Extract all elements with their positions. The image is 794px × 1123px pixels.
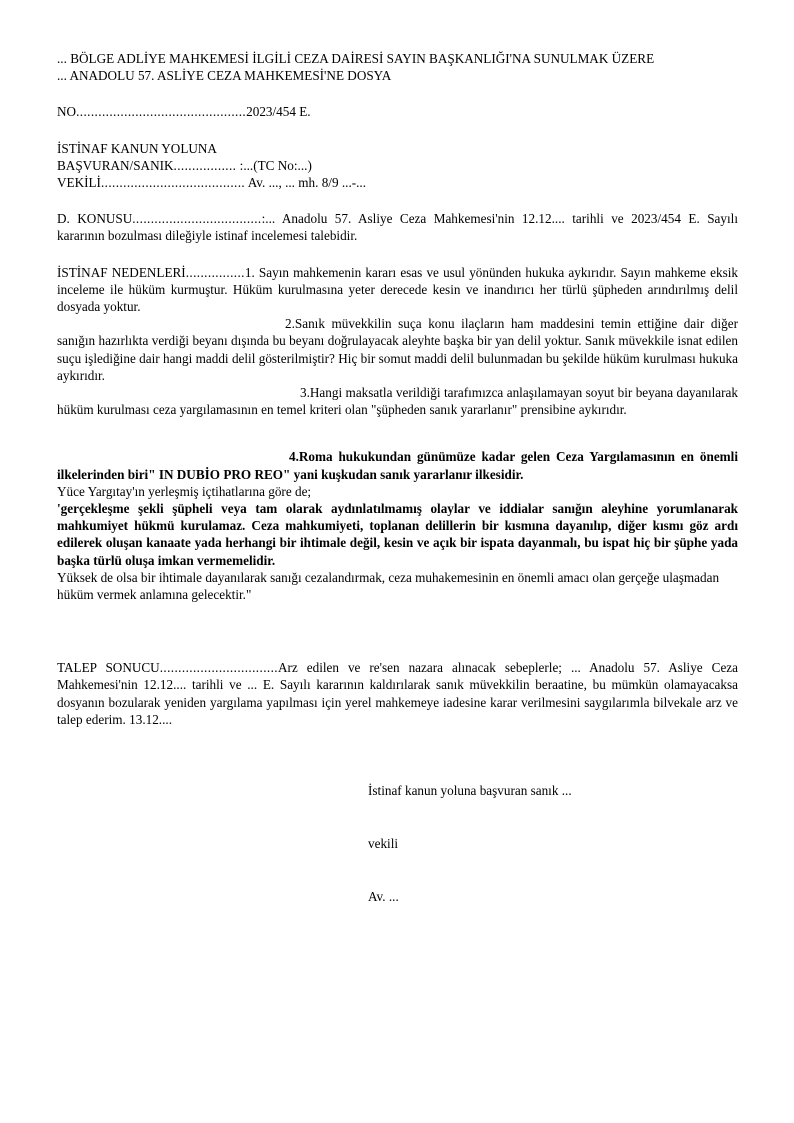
- applicant-label-line-1: İSTİNAF KANUN YOLUNA: [57, 140, 217, 156]
- reasons-paragraph-3: [57, 384, 742, 418]
- spacer: [57, 603, 738, 659]
- attorney-value: Av. ..., ... mh. 8/9 ...-...: [245, 175, 367, 191]
- request-label: TALEP SONUCU: [57, 660, 160, 676]
- reasons-paragraph-4: [57, 448, 742, 482]
- reasons-paragraph-2: [57, 315, 742, 384]
- reason-text-3: Hangi maksatla verildiği tarafımızca anlaşılamayan soyut bir beyana dayanılarak hüküm kurulması ceza yargılamasının en temel kriteri olan "şüpheden sanık yararlanır" prensibine aykırıdır.: [57, 385, 742, 418]
- attorney-leader: .......................................: [100, 175, 246, 191]
- subject-text: :... Anadolu 57. Asliye Ceza Mahkemesi'nin 12.12.... tarihli ve 2023/454 E. Sayılı kararının bozulması dileğiyle istinaf incelemesi talebidir.: [57, 211, 742, 244]
- spacer: [57, 418, 738, 448]
- subject-leader: ...................................: [132, 211, 262, 227]
- signature-line-2: vekili: [368, 836, 399, 852]
- document-body: [57, 50, 742, 941]
- file-number-line: [57, 103, 738, 120]
- reason-number-2: 2.: [285, 316, 295, 332]
- spacer: [57, 245, 738, 264]
- applicant-leader: .................: [173, 157, 237, 173]
- reasons-label: İSTİNAF NEDENLERİ: [57, 264, 186, 280]
- subject-paragraph: [57, 210, 742, 244]
- applicant-label: BAŞVURAN/SANIK: [57, 157, 174, 173]
- applicant-line: [57, 157, 738, 174]
- reason-text-4: Roma hukukundan günümüze kadar gelen Ceza Yargılamasının en önemli ilkelerinden biri" IN DUBİO PRO REO" yani kuşkudan sanık yararlanır ilkesidir.: [57, 449, 742, 482]
- signature-line-1: İstinaf kanun yoluna başvuran sanık ...: [368, 783, 572, 799]
- file-number-value: 2023/454 E.: [246, 104, 311, 120]
- case-law-intro: Yüce Yargıtay'ın yerleşmiş içtihatlarına göre de;: [57, 483, 312, 499]
- reason-number-1: 1.: [244, 264, 255, 280]
- signature-block: [368, 747, 738, 941]
- spacer: [57, 84, 738, 103]
- spacer: [57, 191, 738, 210]
- case-law-quote-bold: 'gerçekleşme şekli şüpheli veya tam olarak aydınlatılmamış olaylar ve iddialar sanığın aleyhine yorumlanarak mahkumiyet hükmü kurulamaz. Ceza mahkumiyeti, toplanan delillerin bir kısmına dayanılıp, diğer kısmı göz ardı edilerek oluşan kanaate yada herhangi bir ihtimale değil, kesin ve açık bir ispata dayanmalı, bu ispat hiç bir şüphe yada başka türlü oluşa imkan vermemelidir.: [57, 501, 742, 568]
- signature-line-3: Av. ...: [368, 888, 399, 904]
- attorney-label: VEKİLİ: [57, 175, 101, 191]
- case-law-quote-plain: Yüksek de olsa bir ihtimale dayanılarak sanığı cezalandırmak, ceza muhakemesinin en önemli amacı olan gerçeğe ulaşmadan hüküm vermek anlamına gelecektir.": [57, 569, 723, 603]
- applicant-value: :...(TC No:...): [236, 157, 312, 173]
- attorney-line: [57, 174, 738, 191]
- addressee-line-2: ... ANADOLU 57. ASLİYE CEZA MAHKEMESİ'NE DOSYA: [57, 68, 392, 84]
- subject-label: D. KONUSU: [57, 211, 133, 227]
- request-paragraph: [57, 659, 742, 728]
- reasons-leader: ................: [185, 264, 245, 280]
- addressee-line-1: ... BÖLGE ADLİYE MAHKEMESİ İLGİLİ CEZA DAİRESİ SAYIN BAŞKANLIĞI'NA SUNULMAK ÜZERE: [57, 51, 655, 66]
- request-leader: ................................: [159, 660, 278, 676]
- reason-number-4: 4.: [289, 449, 299, 465]
- spacer: [57, 728, 738, 747]
- reason-text-1: Sayın mahkemenin kararı esas ve usul yönünden hukuka aykırıdır. Sayın mahkeme eksik inceleme ile hüküm kurmuştur. Hüküm kurulmasına yeter derecede kesin ve inandırıcı her türlü şüpheden arındırılmış delil dosyada yoktur.: [57, 264, 742, 315]
- reason-text-2: Sanık müvekkilin suça konu ilaçların ham maddesini temin ettiğine dair diğer sanığın hazırlıkta verdiği beyanı dışında bu beyanı doğrulayacak aleyhte başka bir yan delil yoktur. Sanık müvekkile isnat edilen suçu işlediğine dair hangi maddi delil gösterilmiştir? Hiç bir somut maddi delil bulunmadan bu şekilde hüküm kurulması hukuka aykırıdır.: [57, 316, 742, 383]
- file-number-leader: ..............................................: [76, 104, 247, 120]
- reasons-paragraph-1: [57, 264, 742, 316]
- reason-number-3: 3.: [300, 385, 310, 401]
- spacer: [57, 121, 738, 140]
- file-number-label: NO: [57, 104, 77, 120]
- request-text: Arz edilen ve re'sen nazara alınacak sebeplerle; ... Anadolu 57. Asliye Ceza Mahkemesi'nin 12.12.... tarihli ve ... E. Sayılı kararının kaldırılarak sanık müvekkilin beraatine, bu mümkün olamayacaksa dosyanın bozularak yeniden yargılama yapılması için yerel mahkemeye iadesine karar verilmesini saygılarımla bilvekale arz ve talep ederim. 13.12....: [57, 660, 742, 727]
